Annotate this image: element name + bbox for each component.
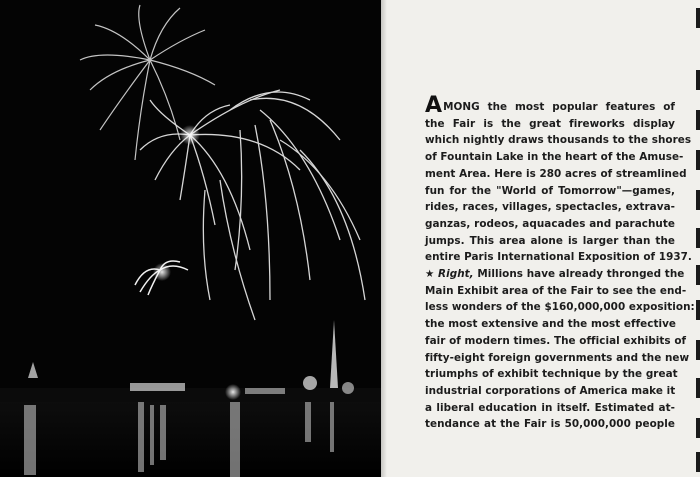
edge-tab bbox=[696, 265, 700, 285]
text-line-20: tendance at the Fair is 50,000,000 people bbox=[425, 418, 675, 431]
edge-tab bbox=[696, 190, 700, 210]
text-line-7: rides, races, villages, spectacles, extrava- bbox=[425, 201, 675, 214]
text-line-18: industrial corporations of America make it bbox=[425, 384, 676, 397]
text-line-5: ment Area. Here is 280 acres of streamlined bbox=[425, 167, 687, 180]
text-line-10: entire Paris International Exposition of 1937. bbox=[425, 251, 692, 264]
article-body bbox=[425, 93, 695, 433]
text-line-16: fifty-eight foreign governments and the new bbox=[425, 351, 690, 364]
text-line-1: AMONG the most popular features of bbox=[425, 93, 675, 118]
text-line-14: the most extensive and the most effective bbox=[425, 318, 677, 331]
edge-tab bbox=[696, 228, 700, 248]
edge-tab bbox=[696, 418, 700, 438]
page-edge-tabs bbox=[692, 0, 700, 477]
text-line-19: a liberal education in itself. Estimated at- bbox=[425, 401, 675, 414]
edge-tab bbox=[696, 8, 700, 28]
text-line-6: fun for the "World of Tomorrow"—games, bbox=[425, 184, 675, 197]
right-caption-word: Right, bbox=[438, 268, 474, 281]
text-line-13: less wonders of the $160,000,000 exposition: bbox=[425, 301, 695, 314]
edge-tab bbox=[696, 300, 700, 320]
star-icon: ★ bbox=[425, 268, 435, 281]
edge-tab bbox=[696, 452, 700, 472]
text-line-11: ★ Right, Millions have already thronged the bbox=[425, 268, 685, 281]
edge-tab bbox=[696, 378, 700, 398]
text-line-8: ganzas, rodeos, aquacades and parachute bbox=[425, 217, 675, 230]
text-page bbox=[381, 0, 700, 477]
edge-tab bbox=[696, 110, 700, 130]
text-line-4: of Fountain Lake in the heart of the Amuse- bbox=[425, 151, 684, 164]
text-line-3: which nightly draws thousands to the shores bbox=[425, 134, 692, 147]
text-line-17: triumphs of exhibit technique by the great bbox=[425, 368, 678, 381]
edge-tab bbox=[696, 150, 700, 170]
text-line-15: fair of modern times. The official exhibits of bbox=[425, 334, 687, 347]
text-line-12: Main Exhibit area of the Fair to see the end- bbox=[425, 284, 687, 297]
text-line-9: jumps. This area alone is larger than the bbox=[425, 234, 675, 247]
drop-cap: A bbox=[425, 93, 443, 118]
edge-tab bbox=[696, 340, 700, 360]
edge-tab bbox=[696, 70, 700, 90]
text-line-2: the Fair is the great fireworks display bbox=[425, 117, 675, 130]
